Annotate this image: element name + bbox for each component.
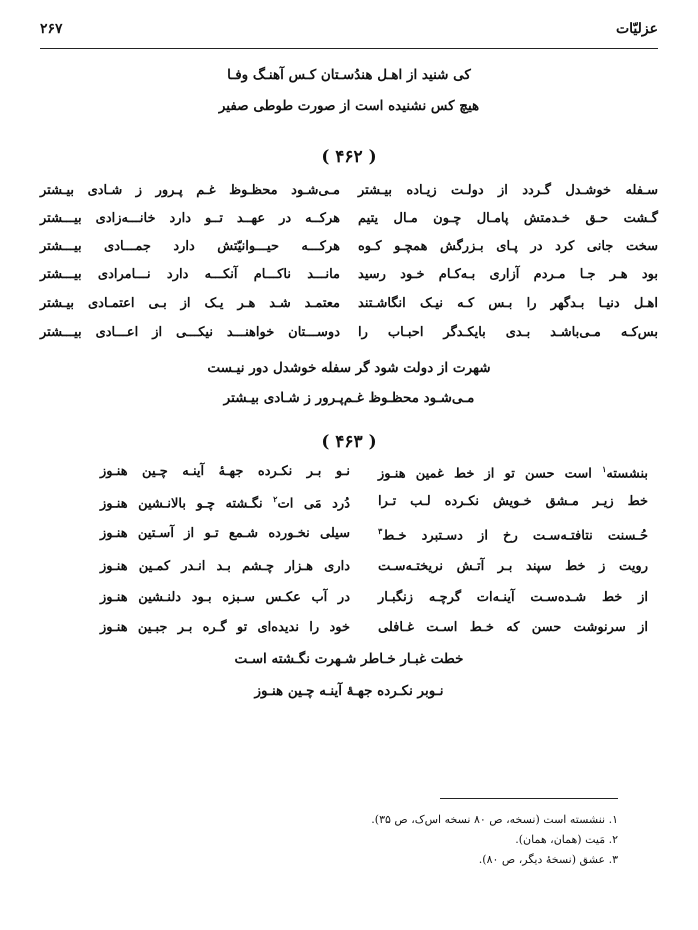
hemistich-text: نگـشته چـو بالانـشین هنـوز [100, 496, 274, 512]
hemistich-text: است حسن تو از خط غمین هنـوز [378, 466, 603, 482]
hemistich-right: خط زیـر مـشق خـویش نکـرده لـب تـرا [378, 494, 648, 509]
footnote-2: ۲. مَیت (همان، همان). [515, 833, 618, 846]
hemistich-right [378, 464, 648, 481]
couplet [40, 620, 658, 644]
hemistich-left: در آب عکـس سـبزه بـود دلنـشین هنـوز [100, 590, 350, 605]
couplet [40, 464, 658, 488]
hemistich-right: بس‌کـه مـی‌باشـد بـدی بایکـدگر احبـاب را [358, 325, 658, 340]
hemistich-text: بنشسته [606, 466, 648, 482]
hemistich-right: بود هـر جـا مـردم آزاری بـه‌کـام خـود رسید [358, 267, 658, 282]
hemistich-left: دوســـتان خواهنـــد نیکـــی از اعـــادی بیـــشتر [40, 325, 340, 340]
hemistich-left: داری هـزار چـشم بـد انـدر کمـین هنـوز [100, 559, 350, 574]
hemistich-right: از سرنوشت حسن که خـط اسـت غـافلی [378, 620, 648, 635]
couplet [40, 239, 658, 263]
couplet [40, 494, 658, 518]
footnote-1: ۱. ننشسته است (نسخه، ص ۸۰ نسخه اس‌ک، ص ۳۵). [371, 813, 618, 826]
hemistich-left: خود را ندیده‌ای تو گـره بـر جبـین هنـوز [100, 620, 350, 635]
footnote-rule [440, 798, 618, 799]
page-number: ۲۶۷ [40, 21, 63, 37]
closing-line-2: مـی‌شـود محظـوظ غـم‌پـرور ز شـادی بیـشتر [223, 390, 475, 406]
hemistich-right: گـشت حـق خـدمتش پامـال چـون مـال یتیم [358, 211, 658, 226]
hemistich-right [378, 526, 648, 543]
hemistich-left: مـی‌شـود محظـوظ غـم پـرور ز شـادی بیـشتر [40, 183, 340, 198]
footnote-marker: ۲ [273, 494, 278, 504]
hemistich-right: رویت ز خط سپند بـر آتـش نریختـه‌سـت [378, 559, 648, 574]
hemistich-right: اهـل دنیـا بـدگهر را بـس کـه نیـک انگاشـتند [358, 296, 658, 311]
couplet [40, 183, 658, 207]
hemistich-right: از خط شـده‌سـت آینـه‌ات گرچـه زنگبـار [378, 590, 648, 605]
closing-line-1: خطت غبـار خـاطر شـهرت نگـشته اسـت [234, 651, 464, 667]
hemistich-right: سخت جانی کرد در پـای بـزرگش همچـو کـوه [358, 239, 658, 254]
hemistich-left: سیلی نخـورده شـمع تـو از آسـتین هنـوز [100, 526, 350, 541]
closing-line-2: نـوبر نکـرده جهـهٔ آینـه چـین هنـوز [254, 683, 444, 699]
footnote-3: ۳. عشق (نسخهٔ دیگر، ص ۸۰). [478, 853, 618, 866]
couplet [40, 526, 658, 550]
header-rule [40, 48, 658, 49]
closing-line-1: شهرت از دولت شود گر سفله خوشدل دور نیـست [207, 360, 491, 376]
couplet [40, 325, 658, 349]
hemistich-left: مانـــد ناکـــام آنکـــه دارد نـــامرادی بیـــشتر [40, 267, 340, 282]
hemistich-text: حُـسنت نتافتـه‌سـت رخ از دسـتبرد خـط [382, 528, 648, 544]
couplet [40, 296, 658, 320]
couplet [40, 559, 658, 583]
couplet [40, 211, 658, 235]
hemistich-left: معتمـد شـد هـر یـک از بـی اعتمـادی بیـشتر [40, 296, 340, 311]
running-title: عزلیّات [615, 21, 658, 37]
hemistich-left: هرکـــه حیـــوانیّتش دارد جمـــادی بیـــشتر [40, 239, 340, 254]
opening-line-2: هیچ کس نشنیده است از صورت طوطی صفیر [218, 98, 480, 114]
hemistich-left [100, 494, 350, 511]
hemistich-text: دُرد مَی ات [277, 496, 350, 512]
couplet [40, 267, 658, 291]
hemistich-left: نـو بـر نکـرده جهـهٔ آینـه چـین هنـوز [100, 464, 350, 479]
hemistich-right: سـفله خوشـدل گـردد از دولـت زیـاده بیـشتر [358, 183, 658, 198]
ghazal-number-463: ( ۴۶۳ ) [321, 432, 377, 452]
opening-line-1: کی شنید از اهـل هندُسـتان کـس آهنـگ وفـا [227, 67, 471, 83]
footnote-marker: ۱ [602, 464, 607, 474]
hemistich-left: هرکــه در عهــد تــو دارد خانـــه‌زادی بیـــشتر [40, 211, 340, 226]
couplet [40, 590, 658, 614]
ghazal-number-462: ( ۴۶۲ ) [321, 147, 377, 167]
footnote-marker: ۳ [378, 526, 383, 536]
